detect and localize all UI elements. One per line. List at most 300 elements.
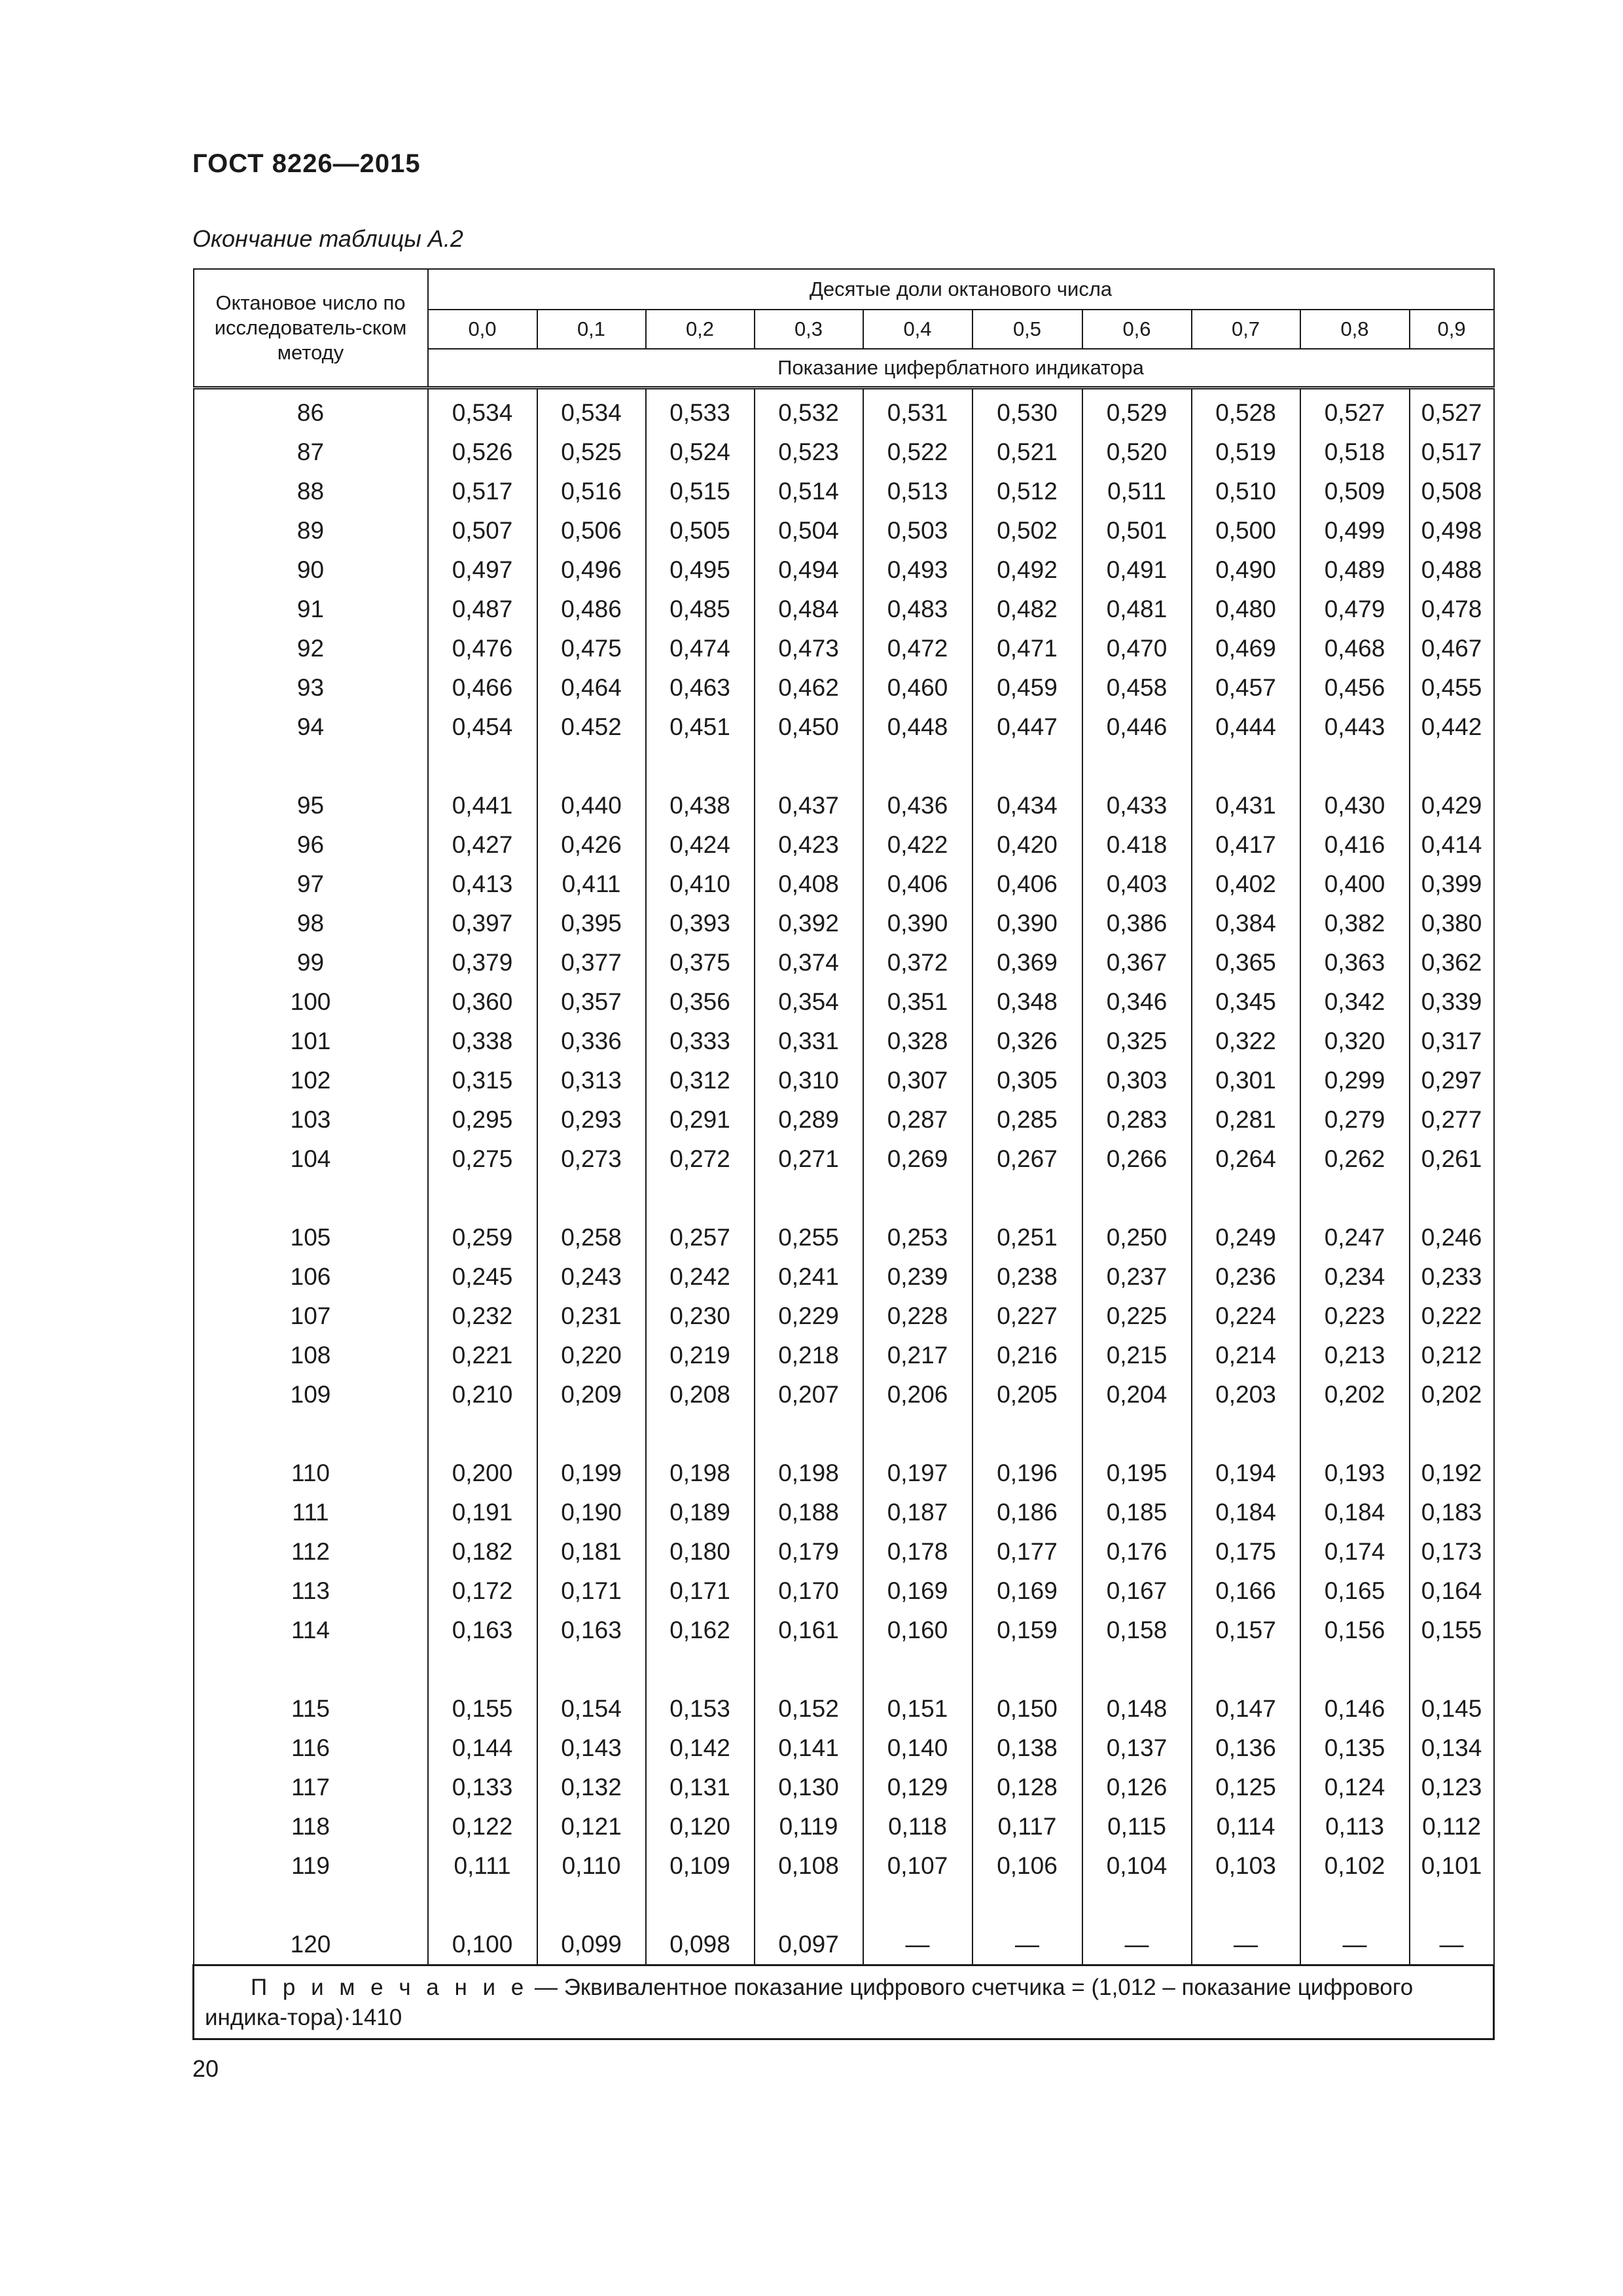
indicator-value-cell: 0,112 (1410, 1807, 1494, 1846)
indicator-value-cell: 0,158 (1082, 1611, 1192, 1650)
indicator-value-cell: 0,166 (1192, 1571, 1300, 1611)
indicator-value-cell: 0,237 (1082, 1257, 1192, 1297)
indicator-value-cell: 0,220 (537, 1336, 646, 1375)
indicator-value-cell: 0,103 (1192, 1846, 1300, 1886)
indicator-value-cell: 0,471 (972, 629, 1082, 668)
indicator-value-cell: 0,117 (972, 1807, 1082, 1846)
column-header: 0,2 (646, 310, 755, 349)
indicator-value-cell: 0,346 (1082, 982, 1192, 1022)
indicator-value-cell: 0,496 (537, 550, 646, 590)
octane-number-cell: 88 (194, 472, 428, 511)
indicator-value-cell: 0,416 (1300, 825, 1410, 865)
indicator-value-cell: 0,236 (1192, 1257, 1300, 1297)
indicator-value-cell: 0,392 (755, 904, 863, 943)
indicator-value-cell: 0,460 (863, 668, 972, 708)
table-caption: Окончание таблицы А.2 (192, 225, 463, 252)
octane-table (192, 268, 1495, 2040)
indicator-value-cell: 0,473 (755, 629, 863, 668)
indicator-value-cell: 0,369 (972, 943, 1082, 982)
indicator-value-cell: 0,189 (646, 1493, 755, 1532)
indicator-value-cell: 0,530 (972, 388, 1082, 433)
indicator-value-cell: 0,423 (755, 825, 863, 865)
note-label: П р и м е ч а н и е (251, 1975, 529, 2000)
indicator-value-cell: 0,422 (863, 825, 972, 865)
indicator-value-cell: 0,208 (646, 1375, 755, 1414)
indicator-value-cell: 0,500 (1192, 511, 1300, 550)
indicator-value-cell: 0,515 (646, 472, 755, 511)
indicator-value-cell: 0,177 (972, 1532, 1082, 1571)
indicator-value-cell: 0,267 (972, 1139, 1082, 1179)
indicator-value-cell: 0,503 (863, 511, 972, 550)
indicator-value-cell: 0,229 (755, 1297, 863, 1336)
indicator-value-cell: 0,262 (1300, 1139, 1410, 1179)
indicator-value-cell: 0,305 (972, 1061, 1082, 1100)
table-row (194, 433, 1494, 472)
table-row (194, 786, 1494, 825)
indicator-value-cell: 0,447 (972, 708, 1082, 747)
octane-number-cell: 89 (194, 511, 428, 550)
indicator-value-cell: 0,522 (863, 433, 972, 472)
octane-number-cell: 94 (194, 708, 428, 747)
indicator-value-cell: 0,365 (1192, 943, 1300, 982)
indicator-value-cell: 0,253 (863, 1218, 972, 1257)
indicator-value-cell: 0,348 (972, 982, 1082, 1022)
indicator-value-cell: 0,336 (537, 1022, 646, 1061)
indicator-value-cell: 0,151 (863, 1689, 972, 1729)
table-row (194, 1454, 1494, 1493)
octane-number-cell: 119 (194, 1846, 428, 1886)
table-row (194, 1532, 1494, 1571)
indicator-value-cell: 0,121 (537, 1807, 646, 1846)
indicator-value-cell: 0,507 (428, 511, 537, 550)
indicator-value-cell: 0,426 (537, 825, 646, 865)
standard-title: ГОСТ 8226—2015 (192, 149, 421, 178)
indicator-value-cell: 0,156 (1300, 1611, 1410, 1650)
octane-number-cell: 97 (194, 865, 428, 904)
indicator-value-cell: 0,455 (1410, 668, 1494, 708)
indicator-value-cell: 0,531 (863, 388, 972, 433)
indicator-value-cell: 0,219 (646, 1336, 755, 1375)
indicator-value-cell: 0,478 (1410, 590, 1494, 629)
indicator-value-cell: 0,277 (1410, 1100, 1494, 1139)
indicator-value-cell: 0,163 (537, 1611, 646, 1650)
table-row (194, 1022, 1494, 1061)
indicator-value-cell: 0,320 (1300, 1022, 1410, 1061)
column-header: 0,7 (1192, 310, 1300, 349)
indicator-value-cell: 0,122 (428, 1807, 537, 1846)
indicator-value-cell: 0,411 (537, 865, 646, 904)
indicator-value-cell: 0,187 (863, 1493, 972, 1532)
table-row (194, 550, 1494, 590)
group-spacer (194, 1414, 1494, 1454)
indicator-value-cell: 0,374 (755, 943, 863, 982)
indicator-value-cell: 0,498 (1410, 511, 1494, 550)
indicator-value-cell: 0,167 (1082, 1571, 1192, 1611)
indicator-value-cell: 0.452 (537, 708, 646, 747)
indicator-value-cell: 0,194 (1192, 1454, 1300, 1493)
indicator-value-cell: 0,462 (755, 668, 863, 708)
indicator-value-cell: 0,406 (863, 865, 972, 904)
indicator-value-cell: 0,264 (1192, 1139, 1300, 1179)
indicator-value-cell: 0,516 (537, 472, 646, 511)
octane-number-cell: 109 (194, 1375, 428, 1414)
indicator-value-cell: 0,099 (537, 1925, 646, 1965)
indicator-value-cell: 0,518 (1300, 433, 1410, 472)
indicator-value-cell: 0,171 (646, 1571, 755, 1611)
table-row (194, 1336, 1494, 1375)
indicator-value-cell: 0,424 (646, 825, 755, 865)
indicator-value-cell: 0,390 (972, 904, 1082, 943)
indicator-value-cell: 0,154 (537, 1689, 646, 1729)
indicator-value-cell: 0,362 (1410, 943, 1494, 982)
indicator-value-cell: 0,485 (646, 590, 755, 629)
note-text: — Эквивалентное показание цифрового счетчика = (1,012 – показание цифрового индика-тора)·1410 (205, 1975, 1414, 2030)
indicator-value-cell: 0,218 (755, 1336, 863, 1375)
indicator-value-cell: 0,519 (1192, 433, 1300, 472)
indicator-value-cell: 0,328 (863, 1022, 972, 1061)
indicator-value-cell: 0,174 (1300, 1532, 1410, 1571)
octane-number-cell: 107 (194, 1297, 428, 1336)
indicator-value-cell: 0,293 (537, 1100, 646, 1139)
indicator-value-cell: 0,433 (1082, 786, 1192, 825)
indicator-value-cell: 0,436 (863, 786, 972, 825)
indicator-value-cell: 0,195 (1082, 1454, 1192, 1493)
table-row (194, 1689, 1494, 1729)
indicator-value-cell: 0,170 (755, 1571, 863, 1611)
table-row (194, 1375, 1494, 1414)
row-header: Октановое число по исследователь-ском методу (194, 269, 428, 388)
indicator-value-cell: 0,511 (1082, 472, 1192, 511)
indicator-value-cell: 0,114 (1192, 1807, 1300, 1846)
indicator-value-cell: 0,205 (972, 1375, 1082, 1414)
octane-number-cell: 115 (194, 1689, 428, 1729)
indicator-value-cell: 0,502 (972, 511, 1082, 550)
page-number: 20 (192, 2055, 219, 2082)
indicator-value-cell: 0,534 (537, 388, 646, 433)
indicator-value-cell: — (972, 1925, 1082, 1965)
indicator-value-cell: 0,257 (646, 1218, 755, 1257)
indicator-value-cell: 0,171 (537, 1571, 646, 1611)
indicator-value-cell: 0,310 (755, 1061, 863, 1100)
indicator-value-cell: 0,317 (1410, 1022, 1494, 1061)
indicator-value-cell: 0,505 (646, 511, 755, 550)
indicator-value-cell: 0,241 (755, 1257, 863, 1297)
indicator-value-cell: 0,258 (537, 1218, 646, 1257)
indicator-value-cell: 0,526 (428, 433, 537, 472)
octane-number-cell: 120 (194, 1925, 428, 1965)
indicator-value-cell: 0,261 (1410, 1139, 1494, 1179)
indicator-value-cell: 0,382 (1300, 904, 1410, 943)
indicator-value-cell: 0,120 (646, 1807, 755, 1846)
indicator-value-cell: 0,212 (1410, 1336, 1494, 1375)
indicator-value-cell: 0,113 (1300, 1807, 1410, 1846)
indicator-value-cell: 0,245 (428, 1257, 537, 1297)
indicator-value-cell: 0,495 (646, 550, 755, 590)
indicator-value-cell: 0,251 (972, 1218, 1082, 1257)
indicator-value-cell: 0,131 (646, 1768, 755, 1807)
indicator-value-cell: 0,315 (428, 1061, 537, 1100)
indicator-value-cell: 0,221 (428, 1336, 537, 1375)
indicator-value-cell: 0,525 (537, 433, 646, 472)
indicator-value-cell: 0,360 (428, 982, 537, 1022)
table-row (194, 668, 1494, 708)
indicator-value-cell: 0,440 (537, 786, 646, 825)
indicator-value-cell: 0,483 (863, 590, 972, 629)
indicator-value-cell: 0,100 (428, 1925, 537, 1965)
indicator-value-cell: 0,196 (972, 1454, 1082, 1493)
indicator-value-cell: 0,287 (863, 1100, 972, 1139)
table-row (194, 1729, 1494, 1768)
group-header: Десятые доли октанового числа (428, 269, 1494, 310)
octane-number-cell: 113 (194, 1571, 428, 1611)
indicator-value-cell: 0,250 (1082, 1218, 1192, 1257)
indicator-value-cell: 0,393 (646, 904, 755, 943)
indicator-value-cell: 0,269 (863, 1139, 972, 1179)
indicator-value-cell: 0,152 (755, 1689, 863, 1729)
indicator-value-cell: 0,414 (1410, 825, 1494, 865)
indicator-value-cell: 0,225 (1082, 1297, 1192, 1336)
indicator-value-cell: 0,510 (1192, 472, 1300, 511)
indicator-value-cell: 0,133 (428, 1768, 537, 1807)
indicator-value-cell: 0,165 (1300, 1571, 1410, 1611)
indicator-value-cell: 0,243 (537, 1257, 646, 1297)
note-row (194, 1965, 1494, 2039)
indicator-value-cell: 0,338 (428, 1022, 537, 1061)
indicator-value-cell: 0,163 (428, 1611, 537, 1650)
indicator-value-cell: 0,297 (1410, 1061, 1494, 1100)
indicator-value-cell: 0,285 (972, 1100, 1082, 1139)
indicator-value-cell: 0,123 (1410, 1768, 1494, 1807)
column-header: 0,9 (1410, 310, 1494, 349)
indicator-value-cell: 0,146 (1300, 1689, 1410, 1729)
indicator-value-cell: 0,457 (1192, 668, 1300, 708)
indicator-value-cell: 0,468 (1300, 629, 1410, 668)
indicator-value-cell: 0,395 (537, 904, 646, 943)
indicator-value-cell: 0,386 (1082, 904, 1192, 943)
indicator-value-cell: 0,279 (1300, 1100, 1410, 1139)
indicator-value-cell: 0,210 (428, 1375, 537, 1414)
indicator-value-cell: 0,509 (1300, 472, 1410, 511)
indicator-value-cell: 0,109 (646, 1846, 755, 1886)
table-row (194, 1807, 1494, 1846)
indicator-value-cell: 0,408 (755, 865, 863, 904)
table-row (194, 1493, 1494, 1532)
indicator-value-cell: 0,239 (863, 1257, 972, 1297)
indicator-value-cell: 0,138 (972, 1729, 1082, 1768)
indicator-value-cell: 0,467 (1410, 629, 1494, 668)
indicator-value-cell: 0,527 (1410, 388, 1494, 433)
indicator-value-cell: 0,272 (646, 1139, 755, 1179)
indicator-value-cell: 0,480 (1192, 590, 1300, 629)
indicator-value-cell: 0,130 (755, 1768, 863, 1807)
indicator-value-cell: 0,523 (755, 433, 863, 472)
table-row (194, 708, 1494, 747)
indicator-value-cell: 0,145 (1410, 1689, 1494, 1729)
indicator-value-cell: — (1410, 1925, 1494, 1965)
table-row (194, 388, 1494, 433)
indicator-value-cell: — (1300, 1925, 1410, 1965)
indicator-value-cell: 0,354 (755, 982, 863, 1022)
column-header: 0,5 (972, 310, 1082, 349)
indicator-value-cell: 0,342 (1300, 982, 1410, 1022)
indicator-value-cell: 0,512 (972, 472, 1082, 511)
indicator-value-cell: 0,520 (1082, 433, 1192, 472)
indicator-value-cell: 0,345 (1192, 982, 1300, 1022)
indicator-value-cell: 0,186 (972, 1493, 1082, 1532)
indicator-value-cell: 0,481 (1082, 590, 1192, 629)
table-row (194, 1571, 1494, 1611)
indicator-value-cell: 0,228 (863, 1297, 972, 1336)
indicator-value-cell: 0,179 (755, 1532, 863, 1571)
indicator-value-cell: 0,456 (1300, 668, 1410, 708)
indicator-value-cell: 0,351 (863, 982, 972, 1022)
indicator-value-cell: 0,380 (1410, 904, 1494, 943)
table-row (194, 825, 1494, 865)
indicator-value-cell: 0,110 (537, 1846, 646, 1886)
indicator-value-cell: 0,184 (1192, 1493, 1300, 1532)
indicator-value-cell: 0,175 (1192, 1532, 1300, 1571)
indicator-value-cell: 0,501 (1082, 511, 1192, 550)
indicator-value-cell: 0,326 (972, 1022, 1082, 1061)
indicator-value-cell: 0,289 (755, 1100, 863, 1139)
indicator-value-cell: 0,216 (972, 1336, 1082, 1375)
indicator-value-cell: 0,197 (863, 1454, 972, 1493)
indicator-value-cell: 0,303 (1082, 1061, 1192, 1100)
indicator-value-cell: 0,144 (428, 1729, 537, 1768)
indicator-value-cell: 0,155 (1410, 1611, 1494, 1650)
table-row (194, 629, 1494, 668)
indicator-value-cell: 0,410 (646, 865, 755, 904)
indicator-value-cell: 0,259 (428, 1218, 537, 1257)
indicator-value-cell: 0,266 (1082, 1139, 1192, 1179)
indicator-value-cell: 0,128 (972, 1768, 1082, 1807)
indicator-value-cell: 0,443 (1300, 708, 1410, 747)
indicator-value-cell: 0,242 (646, 1257, 755, 1297)
indicator-value-cell: 0,417 (1192, 825, 1300, 865)
indicator-value-cell: 0,528 (1192, 388, 1300, 433)
indicator-value-cell: — (1192, 1925, 1300, 1965)
table-row (194, 1100, 1494, 1139)
indicator-value-cell: 0,499 (1300, 511, 1410, 550)
table-row (194, 1257, 1494, 1297)
octane-number-cell: 87 (194, 433, 428, 472)
indicator-value-cell: 0,442 (1410, 708, 1494, 747)
indicator-value-cell: 0,118 (863, 1807, 972, 1846)
indicator-value-cell: 0,491 (1082, 550, 1192, 590)
indicator-value-cell: 0,493 (863, 550, 972, 590)
indicator-value-cell: 0,497 (428, 550, 537, 590)
indicator-value-cell: 0,198 (755, 1454, 863, 1493)
indicator-value-cell: 0,159 (972, 1611, 1082, 1650)
indicator-value-cell: 0,474 (646, 629, 755, 668)
indicator-value-cell: 0,217 (863, 1336, 972, 1375)
octane-number-cell: 106 (194, 1257, 428, 1297)
table-row (194, 1061, 1494, 1100)
indicator-value-cell: 0,448 (863, 708, 972, 747)
indicator-value-cell: 0,273 (537, 1139, 646, 1179)
indicator-value-cell: 0,125 (1192, 1768, 1300, 1807)
indicator-value-cell: 0,137 (1082, 1729, 1192, 1768)
table-row (194, 511, 1494, 550)
indicator-value-cell: 0,403 (1082, 865, 1192, 904)
indicator-value-cell: — (863, 1925, 972, 1965)
indicator-value-cell: 0,157 (1192, 1611, 1300, 1650)
table-row (194, 1139, 1494, 1179)
indicator-value-cell: 0,126 (1082, 1768, 1192, 1807)
table-row (194, 865, 1494, 904)
indicator-value-cell: 0,413 (428, 865, 537, 904)
indicator-value-cell: 0,363 (1300, 943, 1410, 982)
indicator-value-cell: 0,400 (1300, 865, 1410, 904)
indicator-value-cell: 0,397 (428, 904, 537, 943)
indicator-value-cell: 0,106 (972, 1846, 1082, 1886)
indicator-value-cell: 0,322 (1192, 1022, 1300, 1061)
indicator-value-cell: 0,379 (428, 943, 537, 982)
indicator-value-cell: 0,399 (1410, 865, 1494, 904)
column-header: 0,1 (537, 310, 646, 349)
octane-number-cell: 99 (194, 943, 428, 982)
indicator-value-cell: 0,107 (863, 1846, 972, 1886)
indicator-value-cell: 0,489 (1300, 550, 1410, 590)
indicator-value-cell: 0,431 (1192, 786, 1300, 825)
indicator-value-cell: 0,207 (755, 1375, 863, 1414)
column-header: 0,4 (863, 310, 972, 349)
indicator-value-cell: 0,178 (863, 1532, 972, 1571)
indicator-value-cell: 0,390 (863, 904, 972, 943)
octane-number-cell: 114 (194, 1611, 428, 1650)
indicator-value-cell: 0,206 (863, 1375, 972, 1414)
indicator-value-cell: 0,209 (537, 1375, 646, 1414)
table-row (194, 982, 1494, 1022)
group-spacer (194, 1179, 1494, 1218)
indicator-value-cell: 0,181 (537, 1532, 646, 1571)
indicator-value-cell: 0,176 (1082, 1532, 1192, 1571)
indicator-value-cell: 0,215 (1082, 1336, 1192, 1375)
octane-number-cell: 86 (194, 388, 428, 433)
indicator-value-cell: 0,246 (1410, 1218, 1494, 1257)
indicator-value-cell: 0,356 (646, 982, 755, 1022)
indicator-value-cell: 0,162 (646, 1611, 755, 1650)
indicator-value-cell: 0,142 (646, 1729, 755, 1768)
table-row (194, 1846, 1494, 1886)
indicator-value-cell: 0,444 (1192, 708, 1300, 747)
column-header: 0,8 (1300, 310, 1410, 349)
indicator-value-cell: 0,180 (646, 1532, 755, 1571)
indicator-value-cell: 0,192 (1410, 1454, 1494, 1493)
indicator-value-cell: 0,214 (1192, 1336, 1300, 1375)
indicator-value-cell: 0,102 (1300, 1846, 1410, 1886)
indicator-value-cell: 0,492 (972, 550, 1082, 590)
indicator-value-cell: 0,375 (646, 943, 755, 982)
octane-number-cell: 117 (194, 1768, 428, 1807)
indicator-value-cell: 0,521 (972, 433, 1082, 472)
indicator-value-cell: 0,213 (1300, 1336, 1410, 1375)
table-row (194, 1218, 1494, 1257)
indicator-value-cell: 0,486 (537, 590, 646, 629)
indicator-value-cell: 0,517 (428, 472, 537, 511)
indicator-value-cell: 0,173 (1410, 1532, 1494, 1571)
indicator-value-cell: 0,155 (428, 1689, 537, 1729)
indicator-value-cell: 0,097 (755, 1925, 863, 1965)
indicator-value-cell: 0,202 (1410, 1375, 1494, 1414)
indicator-value-cell: 0,420 (972, 825, 1082, 865)
indicator-value-cell: 0,472 (863, 629, 972, 668)
indicator-value-cell: 0,202 (1300, 1375, 1410, 1414)
column-header: 0,0 (428, 310, 537, 349)
octane-number-cell: 96 (194, 825, 428, 865)
indicator-value-cell: 0,129 (863, 1768, 972, 1807)
indicator-value-cell: 0.418 (1082, 825, 1192, 865)
